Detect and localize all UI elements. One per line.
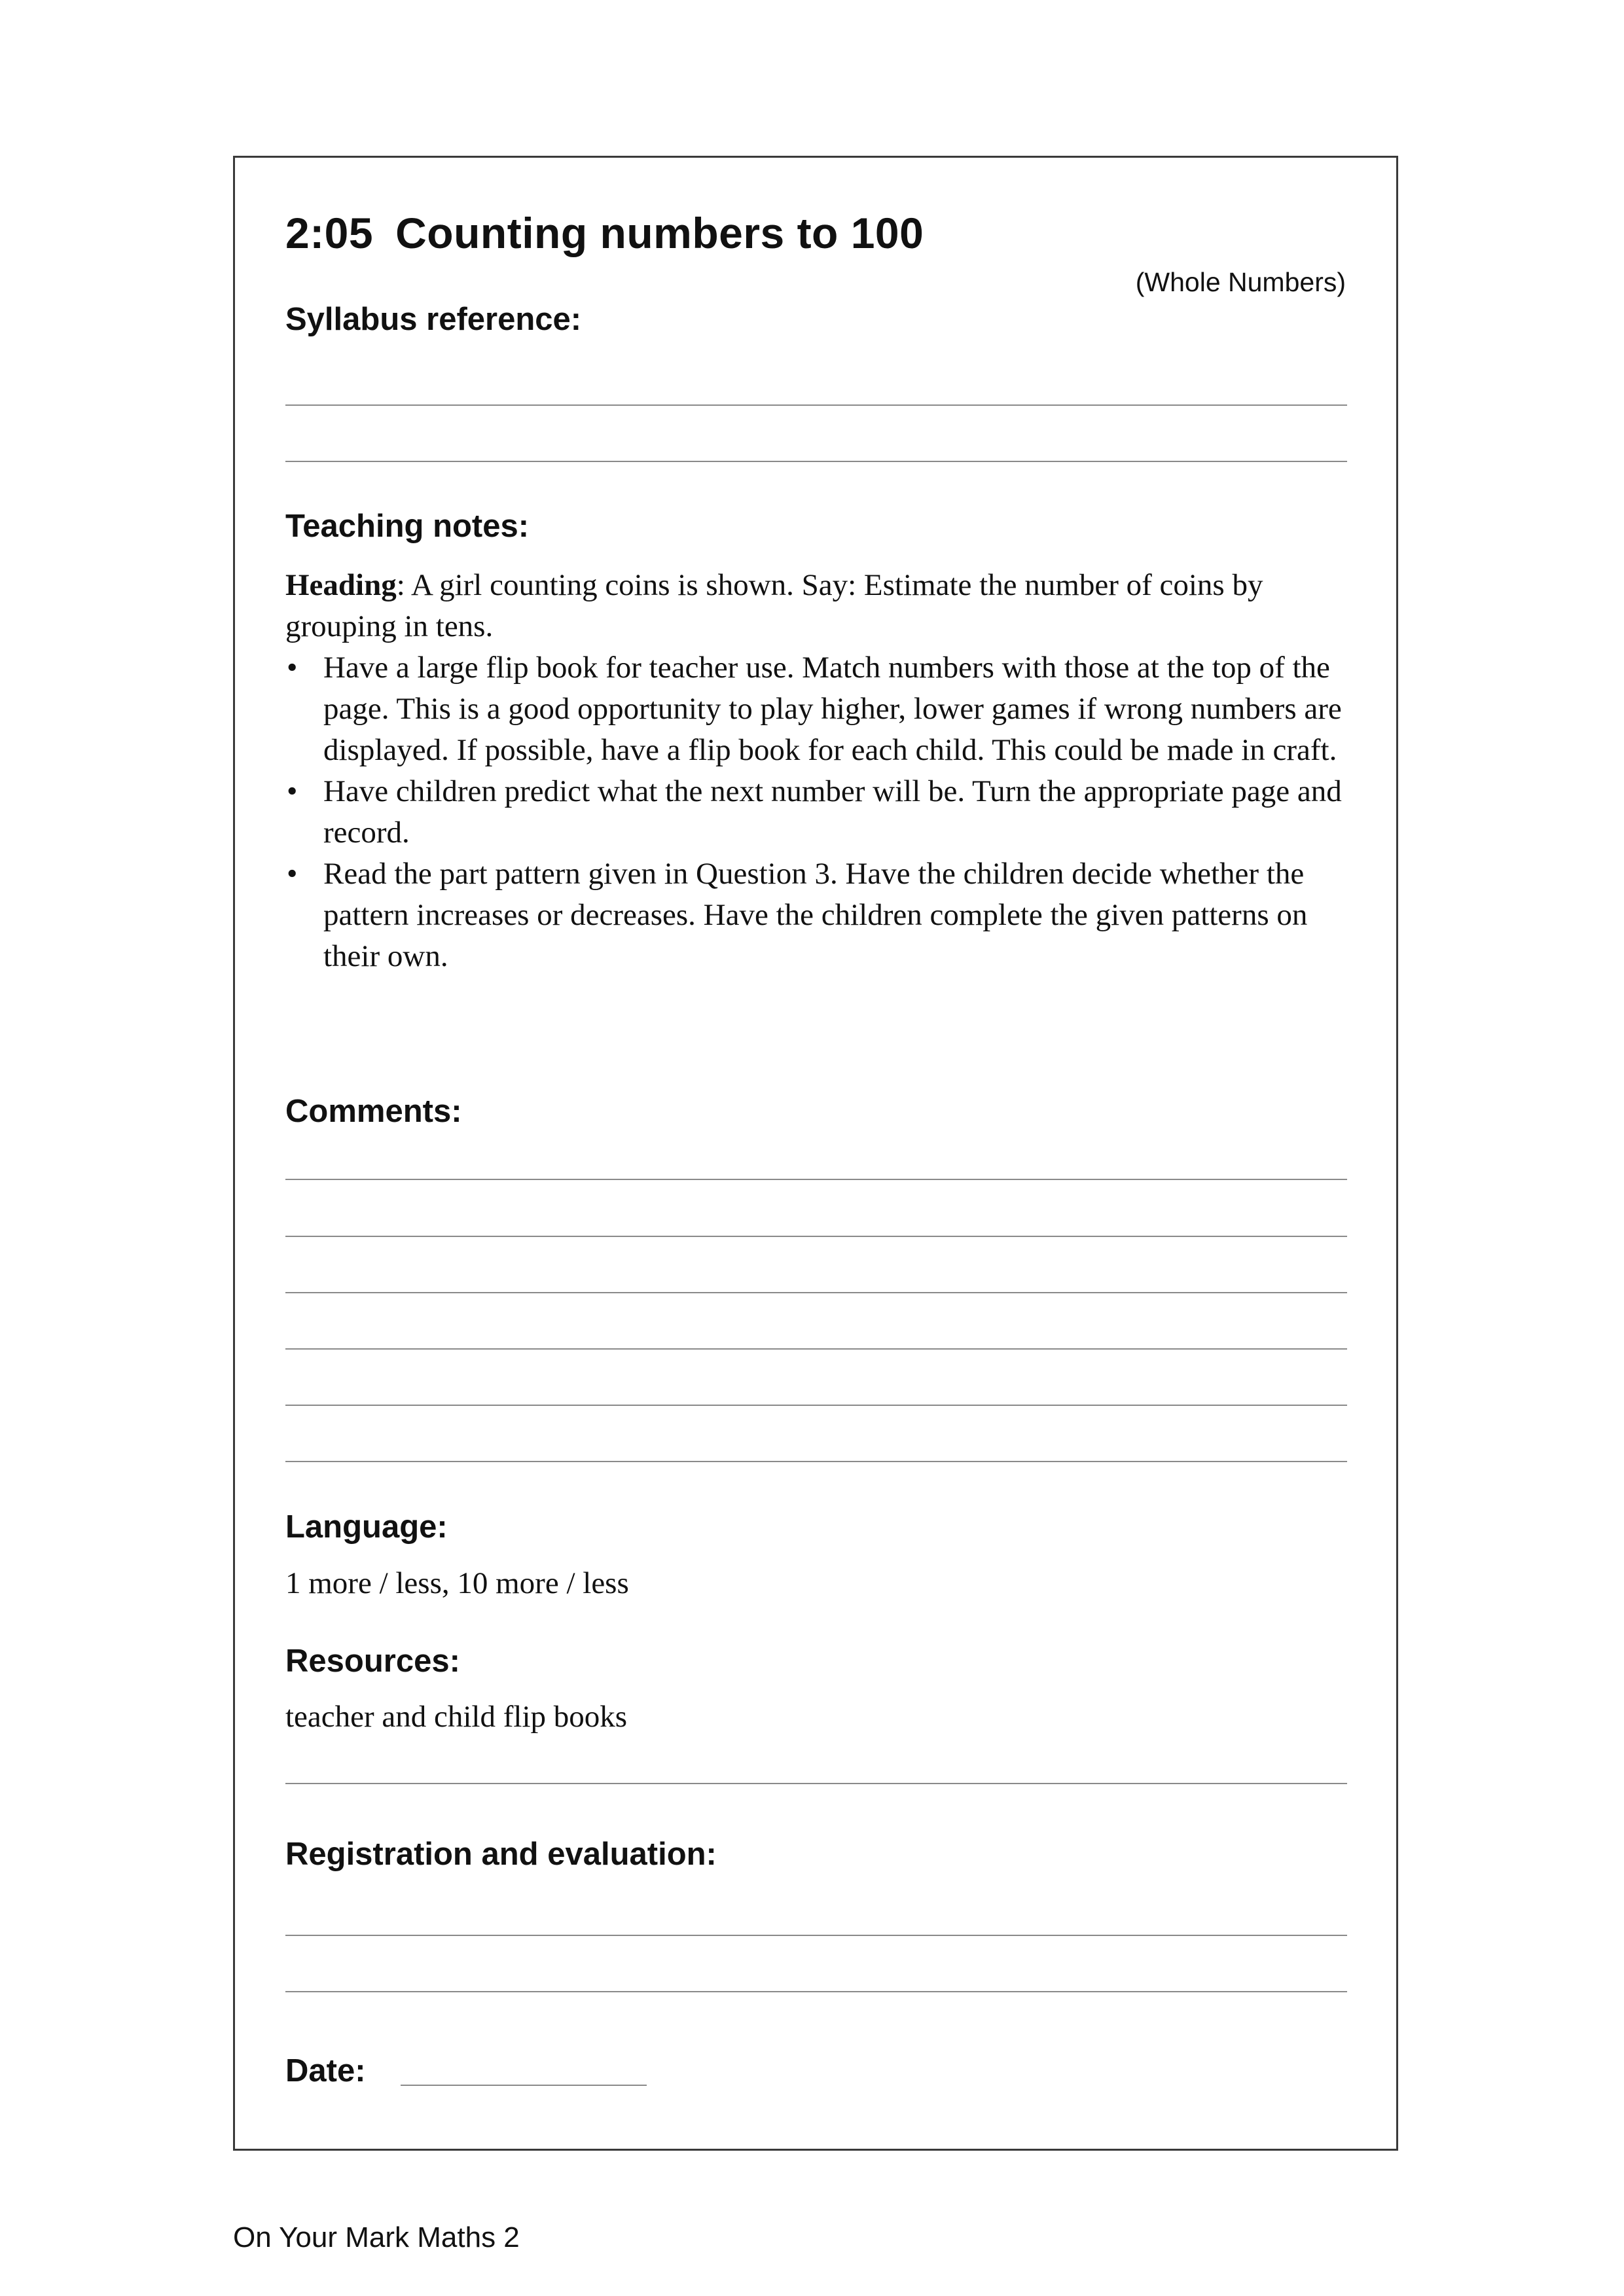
footer-text: On Your Mark Maths 2 xyxy=(233,2221,520,2253)
resources-text: teacher and child flip books xyxy=(285,1700,628,1734)
list-item: • Read the part pattern given in Question 3. Have the children decide whether the pattern increases or decreases. Have the children complete the given patterns on their own. xyxy=(285,853,1352,977)
comments-heading: Comments: xyxy=(285,1094,462,1129)
list-item: • Have a large flip book for teacher use. Match numbers with those at the top of the page. This is a good opportunity to play higher, lower games if wrong numbers are displayed. If possible, have a flip book for each child. This could be made in craft. xyxy=(285,647,1352,771)
lesson-number: 2:05 xyxy=(285,209,374,257)
intro-label: Heading xyxy=(285,568,397,602)
teaching-notes-intro xyxy=(285,565,1352,647)
syllabus-line-2[interactable] xyxy=(285,461,1347,462)
bullet-icon: • xyxy=(287,651,298,685)
teaching-notes-body xyxy=(285,565,1352,977)
list-item: • Have children predict what the next number will be. Turn the appropriate page and record. xyxy=(285,771,1352,853)
date-label: Date: xyxy=(285,2053,366,2089)
language-text: 1 more / less, 10 more / less xyxy=(285,1566,629,1600)
comments-line-5[interactable] xyxy=(285,1405,1347,1406)
comments-line-6[interactable] xyxy=(285,1461,1347,1462)
registration-line-2[interactable] xyxy=(285,1991,1347,1992)
syllabus-heading: Syllabus reference: xyxy=(285,302,582,337)
bullet-icon: • xyxy=(287,857,298,891)
teaching-notes-heading: Teaching notes: xyxy=(285,509,530,544)
strand-label: (Whole Numbers) xyxy=(1135,267,1346,297)
comments-line-3[interactable] xyxy=(285,1292,1347,1293)
registration-heading: Registration and evaluation: xyxy=(285,1837,717,1872)
syllabus-line-1[interactable] xyxy=(285,404,1347,406)
date-field-line[interactable] xyxy=(401,2085,647,2086)
resources-line[interactable] xyxy=(285,1783,1347,1784)
registration-line-1[interactable] xyxy=(285,1935,1347,1936)
trailing-line: their own. xyxy=(323,939,448,973)
language-heading: Language: xyxy=(285,1509,448,1545)
page-title xyxy=(285,208,924,258)
bullet-icon: • xyxy=(287,774,298,808)
comments-line-1[interactable] xyxy=(285,1179,1347,1180)
comments-line-2[interactable] xyxy=(285,1236,1347,1237)
resources-heading: Resources: xyxy=(285,1643,460,1679)
comments-line-4[interactable] xyxy=(285,1348,1347,1350)
lesson-title: Counting numbers to 100 xyxy=(395,209,924,257)
intro-text: : A girl counting coins is shown. Say: Estimate the number of coins by grouping in tens. xyxy=(285,568,1263,643)
teaching-notes-list xyxy=(285,647,1352,977)
